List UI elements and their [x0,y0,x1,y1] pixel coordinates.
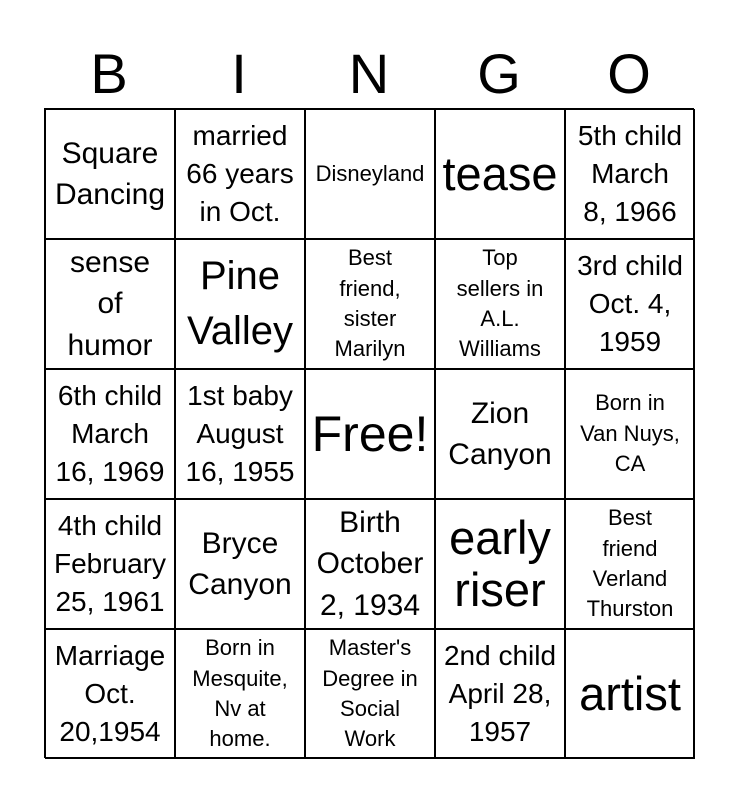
bingo-cell[interactable]: 3rd child Oct. 4, 1959 [565,239,695,369]
bingo-cell[interactable]: sense of humor [45,239,175,369]
bingo-cell[interactable]: Top sellers in A.L. Williams [435,239,565,369]
bingo-cell[interactable]: Master's Degree in Social Work [305,629,435,759]
bingo-cell[interactable]: Disneyland [305,109,435,239]
free-space-cell[interactable]: Free! [305,369,435,499]
bingo-cell[interactable]: Birth October 2, 1934 [305,499,435,629]
bingo-cell[interactable]: 1st baby August 16, 1955 [175,369,305,499]
bingo-cell[interactable]: Born in Mesquite, Nv at home. [175,629,305,759]
bingo-cell[interactable]: 6th child March 16, 1969 [45,369,175,499]
bingo-header [44,42,694,106]
bingo-card-grid [44,108,694,758]
header-letter-g: G [477,42,521,105]
bingo-cell[interactable]: Square Dancing [45,109,175,239]
bingo-cell[interactable]: 2nd child April 28, 1957 [435,629,565,759]
bingo-cell[interactable]: tease [435,109,565,239]
bingo-cell[interactable]: Pine Valley [175,239,305,369]
bingo-cell[interactable]: Marriage Oct. 20,1954 [45,629,175,759]
header-letter-o: O [607,42,651,105]
bingo-cell[interactable]: Best friend Verland Thurston [565,499,695,629]
bingo-cell[interactable]: early riser [435,499,565,629]
bingo-cell[interactable]: Zion Canyon [435,369,565,499]
bingo-cell[interactable]: Bryce Canyon [175,499,305,629]
bingo-cell[interactable]: 4th child February 25, 1961 [45,499,175,629]
bingo-cell[interactable]: Best friend, sister Marilyn [305,239,435,369]
bingo-cell[interactable]: 5th child March 8, 1966 [565,109,695,239]
bingo-cell[interactable]: married 66 years in Oct. [175,109,305,239]
bingo-cell[interactable]: Born in Van Nuys, CA [565,369,695,499]
bingo-cell[interactable]: artist [565,629,695,759]
header-letter-b: B [90,42,128,105]
header-letter-i: I [231,42,247,105]
header-letter-n: N [348,42,390,105]
